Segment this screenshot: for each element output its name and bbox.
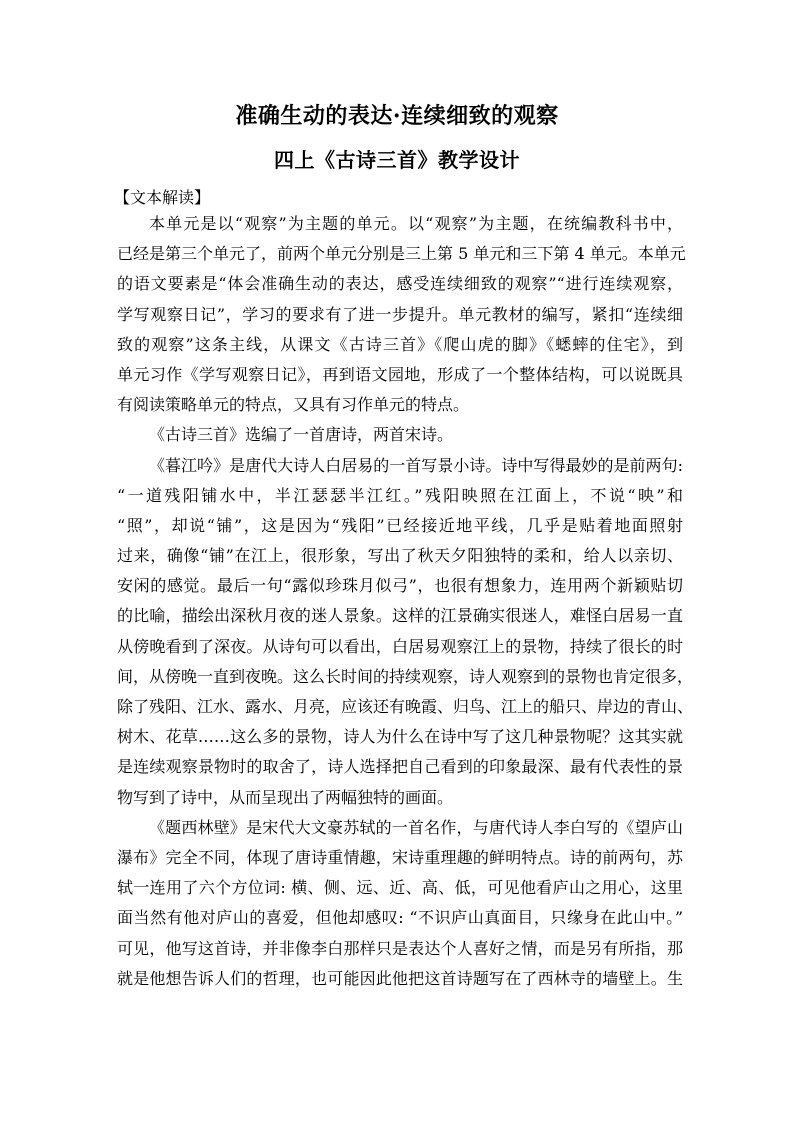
text-line: 单元习作《学写观察日记》，再到语文园地，形成了一个整体结构，可以说既具	[117, 364, 683, 384]
text-line: 《题西林壁》是宋代大文豪苏轼的一首名作，与唐代诗人李白写的《望庐山	[149, 817, 683, 837]
body-text	[117, 209, 694, 994]
text-line: 面当然有他对庐山的喜爱，但他却感叹: “不识庐山真面目，只缘身在此山中。”	[117, 908, 683, 928]
text-line: 已经是第三个单元了，前两个单元分别是三上第 5 单元和三下第 4 单元。本单元	[117, 244, 686, 264]
text-line: 有阅读策略单元的特点，又具有习作单元的特点。	[117, 395, 470, 415]
text-line: 《古诗三首》选编了一首唐诗，两首宋诗。	[149, 425, 454, 445]
section-heading-text-interpretation: 【文本解读】	[114, 188, 211, 207]
text-line: 物写到了诗中，从而呈现出了两幅独特的画面。	[117, 787, 454, 807]
text-line: 可见，他写这首诗，并非像李白那样只是表达个人喜好之情，而是另有所指，那	[117, 938, 683, 958]
text-line: 过来，确像“铺”在江上，很形象，写出了秋天夕阳独特的柔和，给人以亲切、	[117, 546, 683, 566]
text-line: 的语文要素是“体会准确生动的表达，感受连续细致的观察”“进行连续观察，	[117, 274, 683, 294]
text-line: 《暮江吟》是唐代大诗人白居易的一首写景小诗。诗中写得最妙的是前两句:	[149, 455, 683, 475]
text-line: 间，从傍晚一直到夜晚。这么长时间的持续观察，诗人观察到的景物也肯定很多，	[117, 666, 694, 686]
text-line: 学写观察日记”，学习的要求有了进一步提升。单元教材的编写，紧扣“连续细	[117, 304, 683, 324]
text-line: “照”，却说“铺”，这是因为“残阳”已经接近地平线，几乎是贴着地面照射	[117, 515, 683, 535]
text-line: 就是他想告诉人们的哲理，也可能因此他把这首诗题写在了西林寺的墙壁上。生	[117, 968, 683, 988]
document-title: 准确生动的表达·连续细致的观察	[235, 103, 559, 129]
text-line: 的比喻，描绘出深秋月夜的迷人景象。这样的江景确实很迷人，难怪白居易一直	[117, 606, 683, 626]
text-line: 从傍晚看到了深夜。从诗句可以看出，白居易观察江上的景物，持续了很长的时	[117, 636, 683, 656]
text-line: 是连续观察景物时的取舍了，诗人选择把自己看到的印象最深、最有代表性的景	[117, 757, 683, 777]
text-line: 轼一连用了六个方位词: 横、侧、远、近、高、低，可见他看庐山之用心，这里	[117, 878, 683, 898]
document-subtitle: 四上《古诗三首》教学设计	[274, 148, 520, 172]
text-line: “一道残阳铺水中，半江瑟瑟半江红。”残阳映照在江面上，不说“映”和	[117, 485, 683, 505]
text-line: 本单元是以“观察”为主题的单元。以“观察”为主题，在统编教科书中，	[149, 214, 683, 233]
text-line: 瀑布》完全不同，体现了唐诗重情趣，宋诗重理趣的鲜明特点。诗的前两句，苏	[117, 847, 683, 867]
text-line: 除了残阳、江水、露水、月亮，应该还有晚霞、归鸟、江上的船只、岸边的青山、	[117, 697, 694, 716]
text-line: 树木、花草……这么多的景物，诗人为什么在诗中写了这几种景物呢？这其实就	[117, 727, 683, 747]
text-line: 安闲的感觉。最后一句“露似珍珠月似弓”，也很有想象力，连用两个新颖贴切	[117, 576, 683, 596]
text-line: 致的观察”这条主线，从课文《古诗三首》《爬山虎的脚》《蟋蟀的住宅》，到	[117, 334, 683, 354]
